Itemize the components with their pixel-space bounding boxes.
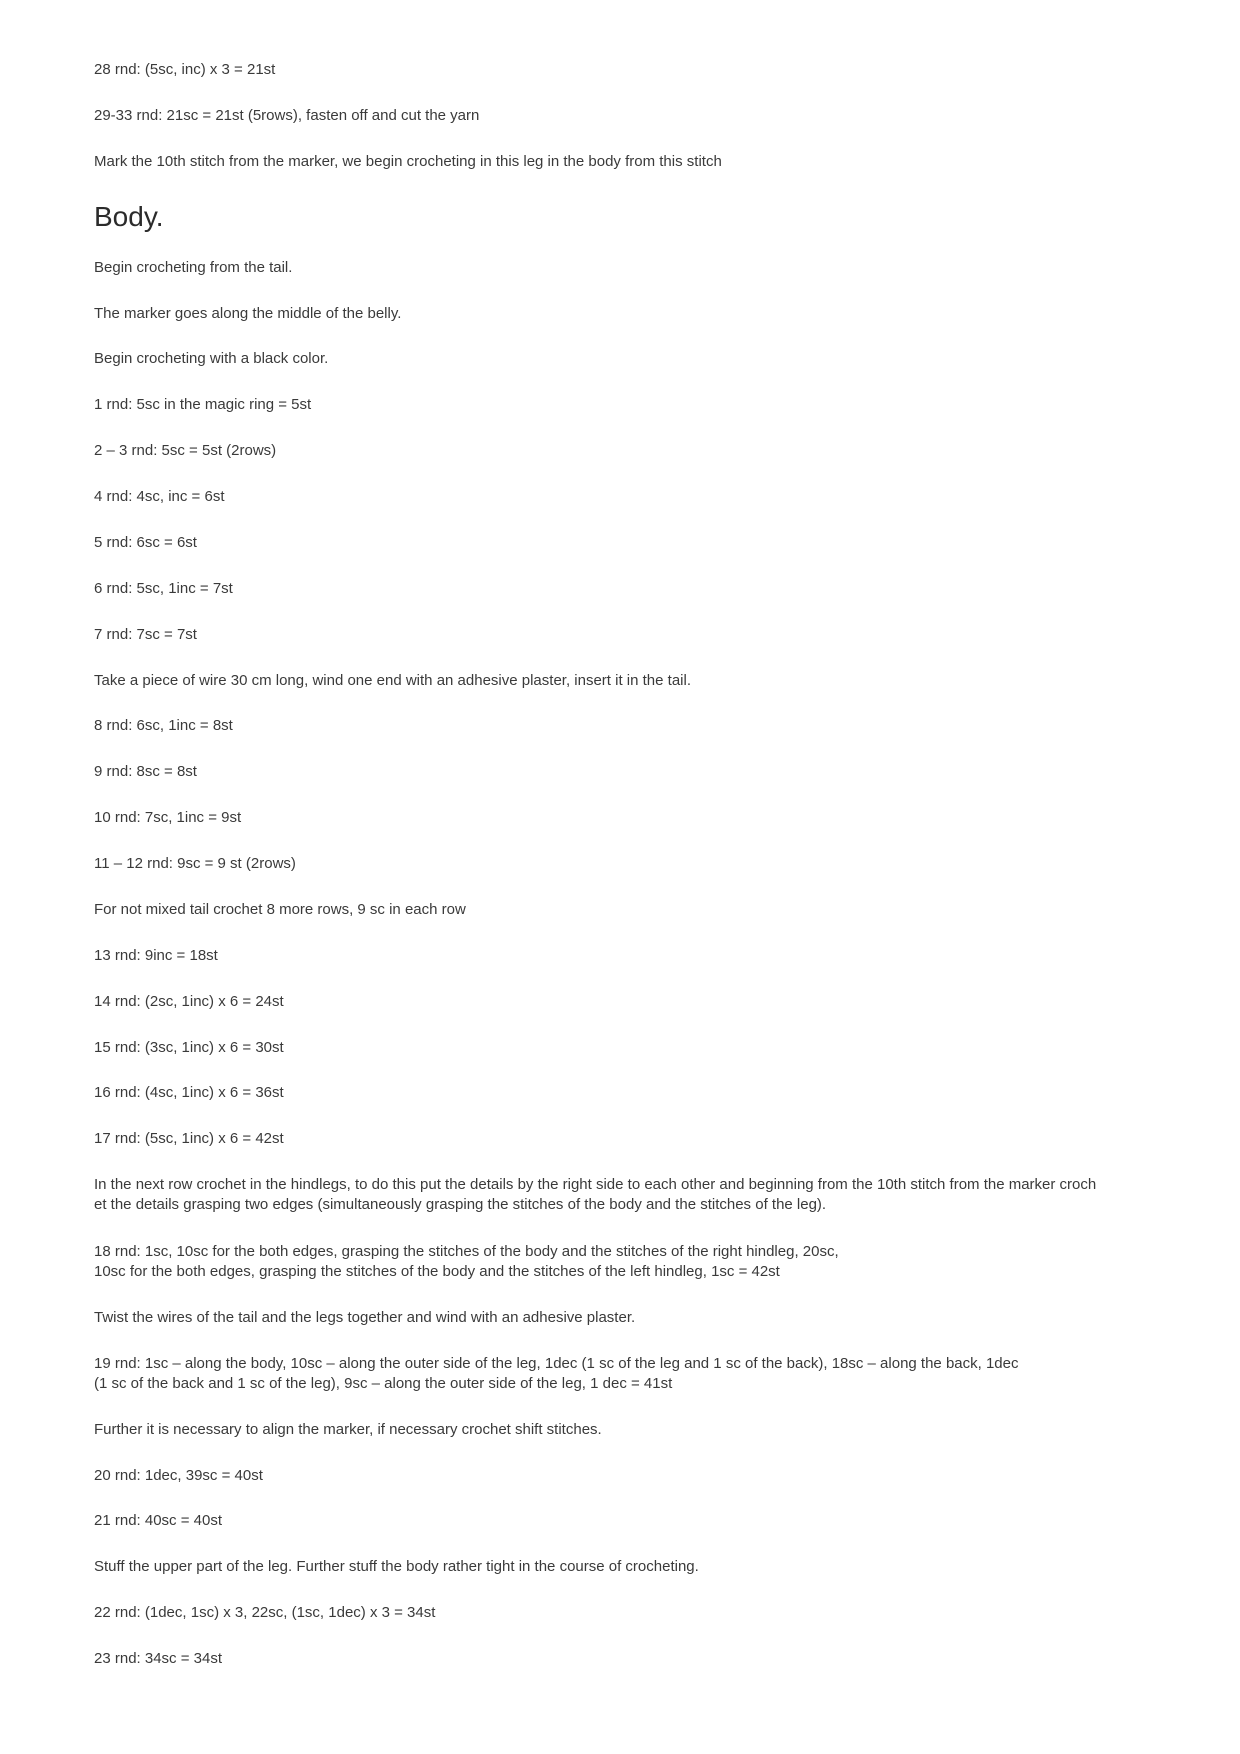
pattern-line: 7 rnd: 7sc = 7st: [94, 626, 197, 643]
pattern-line: 17 rnd: (5sc, 1inc) x 6 = 42st: [94, 1130, 284, 1147]
pattern-line: 6 rnd: 5sc, 1inc = 7st: [94, 580, 233, 597]
pattern-line: 14 rnd: (2sc, 1inc) x 6 = 24st: [94, 993, 284, 1010]
instruction-line: Begin crocheting with a black color.: [94, 350, 329, 367]
instruction-line: In the next row crochet in the hindlegs, to do this put the details by the right side to each other and beginning from the 10th stitch from the marker croch: [94, 1176, 1097, 1193]
pattern-line: 11 – 12 rnd: 9sc = 9 st (2rows): [94, 855, 296, 872]
pattern-line: 10 rnd: 7sc, 1inc = 9st: [94, 809, 242, 826]
pattern-line: 9 rnd: 8sc = 8st: [94, 763, 197, 780]
pattern-line: 22 rnd: (1dec, 1sc) x 3, 22sc, (1sc, 1dec) x 3 = 34st: [94, 1604, 436, 1621]
pattern-line: 5 rnd: 6sc = 6st: [94, 534, 197, 551]
instruction-line: Stuff the upper part of the leg. Further stuff the body rather tight in the course of crocheting.: [94, 1558, 699, 1575]
pattern-line: 8 rnd: 6sc, 1inc = 8st: [94, 717, 233, 734]
instruction-line: For not mixed tail crochet 8 more rows, 9 sc in each row: [94, 901, 466, 918]
pattern-line: 2 – 3 rnd: 5sc = 5st (2rows): [94, 442, 277, 459]
instruction-line: Twist the wires of the tail and the legs together and wind with an adhesive plaster.: [94, 1309, 636, 1326]
instruction-line: Take a piece of wire 30 cm long, wind one end with an adhesive plaster, insert it in the tail.: [94, 672, 692, 689]
instruction-line: The marker goes along the middle of the belly.: [94, 305, 402, 322]
pattern-line: 18 rnd: 1sc, 10sc for the both edges, grasping the stitches of the body and the stitches of the right hindleg, 20sc,: [94, 1243, 839, 1260]
pattern-line: 23 rnd: 34sc = 34st: [94, 1650, 222, 1667]
pattern-line: 16 rnd: (4sc, 1inc) x 6 = 36st: [94, 1084, 284, 1101]
pattern-line: 4 rnd: 4sc, inc = 6st: [94, 488, 225, 505]
pattern-line: 20 rnd: 1dec, 39sc = 40st: [94, 1467, 263, 1484]
pattern-line: 10sc for the both edges, grasping the stitches of the body and the stitches of the left hindleg, 1sc = 42st: [94, 1263, 780, 1280]
instruction-line: Begin crocheting from the tail.: [94, 259, 293, 276]
pattern-line: 15 rnd: (3sc, 1inc) x 6 = 30st: [94, 1039, 284, 1056]
pattern-line: 29-33 rnd: 21sc = 21st (5rows), fasten off and cut the yarn: [94, 107, 480, 124]
instruction-line: Mark the 10th stitch from the marker, we begin crocheting in this leg in the body from this stitch: [94, 153, 722, 170]
pattern-line: 19 rnd: 1sc – along the body, 10sc – along the outer side of the leg, 1dec (1 sc of the leg and 1 sc of the back), 18sc – along the back, 1dec: [94, 1355, 1019, 1372]
instruction-line: Further it is necessary to align the marker, if necessary crochet shift stitches.: [94, 1421, 602, 1438]
pattern-line: 13 rnd: 9inc = 18st: [94, 947, 218, 964]
section-heading: Body.: [94, 201, 164, 232]
instruction-line: et the details grasping two edges (simultaneously grasping the stitches of the body and the stitches of the leg).: [94, 1196, 827, 1213]
pattern-line: 28 rnd: (5sc, inc) x 3 = 21st: [94, 61, 276, 78]
pattern-line: (1 sc of the back and 1 sc of the leg), 9sc – along the outer side of the leg, 1 dec = 41st: [94, 1375, 673, 1392]
pattern-line: 21 rnd: 40sc = 40st: [94, 1512, 222, 1529]
pattern-line: 1 rnd: 5sc in the magic ring = 5st: [94, 396, 312, 413]
